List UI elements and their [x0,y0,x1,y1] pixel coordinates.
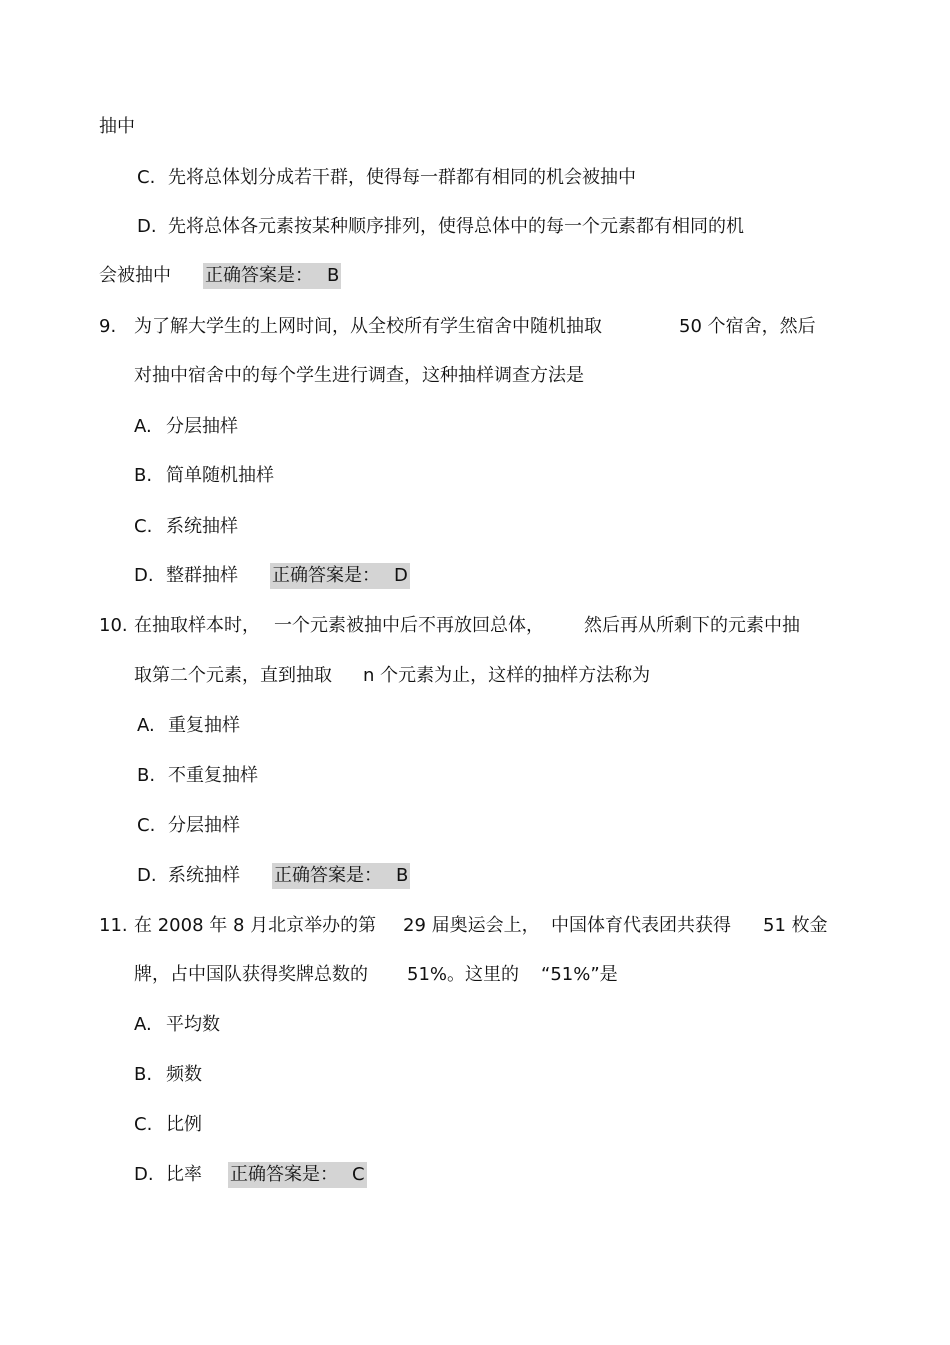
q10-text-part3: 然后再从所剩下的元素中抽 [584,615,800,636]
q8-option-d-continuation: 会被抽中 [99,265,171,286]
q9-option-d-text: 整群抽样 [166,565,238,586]
q8-option-d-text: 先将总体各元素按某种顺序排列，使得总体中的每一个元素都有相同的机 [168,216,744,237]
q10-option-c-label: C. [137,815,156,836]
q11-text-line2-part1: 牌，占中国队获得奖牌总数的 [134,964,368,985]
q11-text-line2-part3: “51%”是 [541,964,618,985]
q9-option-c-text: 系统抽样 [166,516,238,537]
q10-option-c-text: 分层抽样 [168,815,240,836]
answer-label: 正确答案是： [274,865,382,886]
answer-value: C [352,1164,365,1185]
q11-option-a-text: 平均数 [166,1014,220,1035]
q11-option-d-label: D. [134,1164,154,1185]
q10-text-line2-part1: 取第二个元素，直到抽取 [134,665,332,686]
q10-option-b-text: 不重复抽样 [168,765,258,786]
q8-option-c-label: C. [137,167,156,188]
q11-option-b-text: 频数 [166,1064,202,1085]
q9-answer [270,563,410,589]
q10-text-line2-part2: n 个元素为止，这样的抽样方法称为 [363,665,651,686]
q11-option-d-text: 比率 [166,1164,202,1185]
answer-value: D [394,565,408,586]
q8-answer [203,263,341,289]
q9-option-a-label: A. [134,416,152,437]
q11-option-b-label: B. [134,1064,153,1085]
q8-option-d-label: D. [137,216,157,237]
q8-continuation: 抽中 [99,116,135,137]
q9-text-line2: 对抽中宿舍中的每个学生进行调查，这种抽样调查方法是 [134,365,584,386]
q9-text-part1: 为了解大学生的上网时间，从全校所有学生宿舍中随机抽取 [134,316,602,337]
q11-option-a-label: A. [134,1014,152,1035]
q9-option-b-text: 简单随机抽样 [166,465,274,486]
q10-text-part2: 一个元素被抽中后不再放回总体， [274,615,544,636]
answer-label: 正确答案是： [272,565,380,586]
q11-text-part4: 51 枚金 [763,915,828,936]
q9-option-c-label: C. [134,516,153,537]
q9-option-d-label: D. [134,565,154,586]
q10-number: 10. [99,615,128,636]
q10-option-b-label: B. [137,765,156,786]
q11-option-c-label: C. [134,1114,153,1135]
q10-answer [272,863,410,889]
q9-option-a-text: 分层抽样 [166,416,238,437]
answer-label: 正确答案是： [230,1164,338,1185]
q11-answer [228,1162,367,1188]
q10-option-d-text: 系统抽样 [168,865,240,886]
q8-option-c-text: 先将总体划分成若干群，使得每一群都有相同的机会被抽中 [168,167,636,188]
q11-text-part3: 中国体育代表团共获得 [551,915,731,936]
q11-text-line2-part2: 51%。这里的 [407,964,520,985]
q9-option-b-label: B. [134,465,153,486]
q11-number: 11. [99,915,128,936]
q10-option-d-label: D. [137,865,157,886]
answer-value: B [396,865,409,886]
q9-text-part2: 50 个宿舍，然后 [679,316,816,337]
q10-option-a-text: 重复抽样 [168,715,240,736]
q9-number: 9. [99,316,117,337]
q11-text-part1: 在 2008 年 8 月北京举办的第 [134,915,377,936]
q10-text-part1: 在抽取样本时， [134,615,260,636]
answer-value: B [327,265,340,286]
q11-option-c-text: 比例 [166,1114,202,1135]
answer-label: 正确答案是： [205,265,313,286]
q11-text-part2: 29 届奥运会上， [403,915,540,936]
q10-option-a-label: A. [137,715,155,736]
